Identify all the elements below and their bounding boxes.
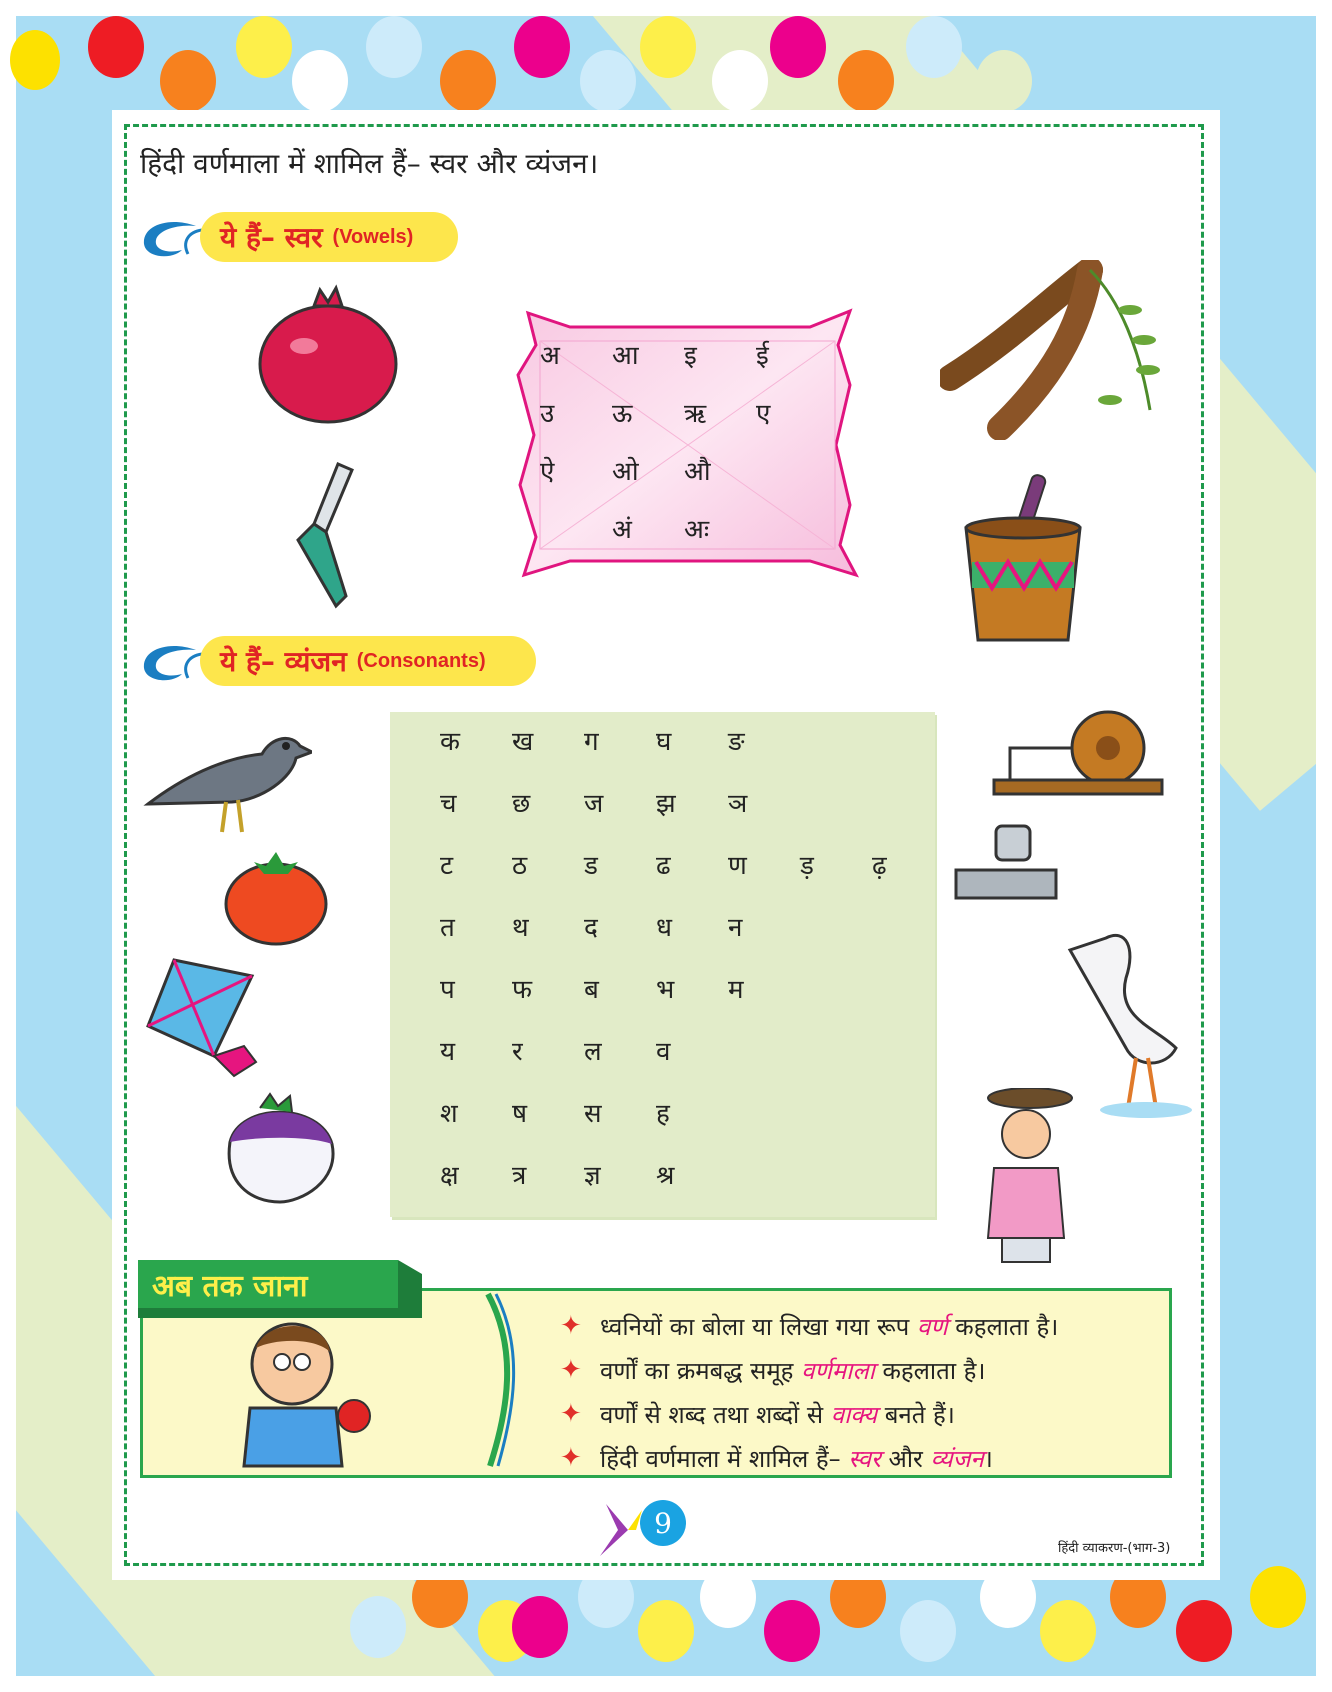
consonant: ड bbox=[584, 851, 598, 881]
consonants-heading bbox=[200, 636, 536, 686]
consonant: ठ bbox=[512, 851, 528, 881]
turnip-icon bbox=[220, 1092, 346, 1216]
dot bbox=[900, 1600, 956, 1662]
bullet-text: और bbox=[888, 1444, 923, 1473]
dot bbox=[1250, 1566, 1306, 1628]
consonant: र bbox=[512, 1037, 523, 1067]
consonant: छ bbox=[512, 789, 531, 819]
summary-bullets bbox=[560, 1304, 1058, 1480]
consonant: ढ bbox=[656, 851, 671, 881]
consonant bbox=[800, 1032, 872, 1068]
vowel: अं bbox=[612, 515, 632, 545]
dot bbox=[512, 1596, 568, 1658]
consonant: त्र bbox=[512, 1161, 527, 1191]
consonant: व bbox=[656, 1037, 671, 1067]
consonant: ख bbox=[512, 727, 534, 757]
vowel: औ bbox=[684, 457, 711, 487]
summary-bullet bbox=[560, 1436, 1058, 1480]
dot bbox=[292, 50, 348, 112]
bullet-text: ध्वनियों का बोला या लिखा गया रूप bbox=[600, 1312, 910, 1341]
consonant: ध bbox=[656, 913, 672, 943]
consonants-heading-english: (Consonants) bbox=[356, 649, 486, 672]
vowel: आ bbox=[612, 341, 639, 371]
consonant-row bbox=[440, 722, 944, 758]
bullet-keyword: व्यंजन bbox=[930, 1444, 984, 1473]
vowels-heading-english: (Vowels) bbox=[332, 225, 414, 248]
consonant bbox=[800, 908, 872, 944]
consonant: घ bbox=[656, 727, 672, 757]
consonant bbox=[800, 722, 872, 758]
bullet-text: वर्णों से शब्द तथा शब्दों से bbox=[600, 1400, 824, 1429]
dot bbox=[1040, 1600, 1096, 1662]
star-icon: ✦ bbox=[560, 1443, 582, 1473]
consonant: ग bbox=[584, 727, 599, 757]
boy-apple-icon bbox=[226, 1318, 382, 1468]
consonant: ज bbox=[584, 789, 604, 819]
labourer-icon bbox=[974, 1088, 1078, 1264]
dot bbox=[1176, 1600, 1232, 1662]
heron-icon bbox=[1066, 918, 1196, 1118]
consonant: क bbox=[440, 727, 460, 757]
swirl-icon bbox=[138, 218, 204, 262]
star-icon: ✦ bbox=[560, 1399, 582, 1429]
consonant-row bbox=[440, 1032, 944, 1068]
bullet-keyword: वाक्य bbox=[830, 1400, 878, 1429]
consonant: ल bbox=[584, 1037, 602, 1067]
bullet-text: वर्णों का क्रमबद्ध समूह bbox=[600, 1356, 794, 1385]
consonant bbox=[800, 1094, 872, 1130]
tap-icon bbox=[952, 822, 1072, 910]
kite-icon bbox=[144, 956, 268, 1080]
consonant: ड़ bbox=[800, 851, 814, 881]
pomegranate-icon bbox=[252, 284, 404, 426]
consonant-row bbox=[440, 1094, 944, 1130]
dot bbox=[366, 16, 422, 78]
consonant-row bbox=[440, 908, 944, 944]
bullet-keyword: वर्ण bbox=[916, 1312, 948, 1341]
bullet-text: कहलाता है। bbox=[955, 1312, 1059, 1341]
consonant bbox=[800, 1156, 872, 1192]
razor-icon bbox=[290, 460, 360, 610]
dot bbox=[838, 50, 894, 112]
bullet-text: हिंदी वर्णमाला में शामिल हैं– bbox=[600, 1444, 841, 1473]
consonant: फ bbox=[512, 975, 533, 1005]
consonant: द bbox=[584, 913, 598, 943]
dot bbox=[440, 50, 496, 112]
consonant-row bbox=[440, 970, 944, 1006]
dot bbox=[88, 16, 144, 78]
page-number: 9 bbox=[640, 1500, 686, 1546]
summary-bullet bbox=[560, 1304, 1058, 1348]
consonant: झ bbox=[656, 789, 676, 819]
dot bbox=[770, 16, 826, 78]
star-icon: ✦ bbox=[560, 1355, 582, 1385]
vowel-row bbox=[540, 499, 840, 557]
consonant bbox=[872, 784, 944, 820]
consonant: म bbox=[728, 975, 744, 1005]
vowel: उ bbox=[540, 399, 555, 429]
dot bbox=[350, 1596, 406, 1658]
consonant: प bbox=[440, 975, 455, 1005]
consonant bbox=[872, 1032, 944, 1068]
consonants-heading-hindi: ये हैं– व्यंजन bbox=[220, 645, 347, 678]
consonant: न bbox=[728, 913, 743, 943]
consonant: श्र bbox=[656, 1161, 675, 1191]
consonant: ण bbox=[728, 851, 747, 881]
dot bbox=[764, 1600, 820, 1662]
dot bbox=[10, 30, 60, 90]
consonant: ञ bbox=[728, 789, 748, 819]
dot bbox=[160, 50, 216, 112]
swirl-icon bbox=[138, 642, 204, 686]
ribbon-decoration bbox=[478, 1290, 528, 1470]
consonant: श bbox=[440, 1099, 458, 1129]
dot bbox=[638, 1600, 694, 1662]
intro-text: हिंदी वर्णमाला में शामिल हैं– स्वर और व्यंजन। bbox=[140, 147, 599, 180]
consonant bbox=[728, 1094, 800, 1130]
consonant bbox=[872, 1156, 944, 1192]
consonant-row bbox=[440, 846, 944, 882]
consonant: ह bbox=[656, 1099, 670, 1129]
vowels-heading bbox=[200, 212, 458, 262]
consonant: ष bbox=[512, 1099, 528, 1129]
consonant: ट bbox=[440, 851, 454, 881]
consonant: ङ bbox=[728, 727, 745, 757]
bullet-keyword: स्वर bbox=[848, 1444, 881, 1473]
vowels-heading-hindi: ये हैं– स्वर bbox=[220, 221, 323, 254]
consonant: भ bbox=[656, 975, 675, 1005]
consonant bbox=[872, 722, 944, 758]
vowel-row bbox=[540, 383, 840, 441]
consonant-row bbox=[440, 784, 944, 820]
book-footer: हिंदी व्याकरण-(भाग-3) bbox=[1058, 1541, 1171, 1556]
vowel: अ bbox=[540, 341, 560, 371]
consonant bbox=[800, 970, 872, 1006]
dot bbox=[712, 50, 768, 112]
dot bbox=[580, 50, 636, 112]
crow-icon bbox=[142, 718, 312, 840]
vowel-row bbox=[540, 325, 840, 383]
consonant: ढ़ bbox=[872, 851, 887, 881]
mortar-pestle-icon bbox=[958, 470, 1088, 656]
tamarind-icon bbox=[940, 260, 1170, 440]
consonant: थ bbox=[512, 913, 529, 943]
consonant: ब bbox=[584, 975, 599, 1005]
consonant bbox=[728, 1156, 800, 1192]
dot bbox=[236, 16, 292, 78]
summary-bullet bbox=[560, 1348, 1058, 1392]
dot bbox=[906, 16, 962, 78]
vowel: ऊ bbox=[612, 399, 633, 429]
vowel: ऋ bbox=[684, 399, 707, 429]
consonant: य bbox=[440, 1037, 456, 1067]
bullet-text: । bbox=[983, 1444, 993, 1473]
consonant: ज्ञ bbox=[584, 1161, 601, 1191]
consonant bbox=[872, 1094, 944, 1130]
star-icon: ✦ bbox=[560, 1311, 582, 1341]
vowel: इ bbox=[684, 341, 697, 371]
vowel-row bbox=[540, 441, 840, 499]
dot bbox=[640, 16, 696, 78]
vowels-grid bbox=[540, 325, 840, 557]
consonant-row bbox=[440, 1156, 944, 1192]
vowel: ऐ bbox=[540, 457, 555, 487]
consonant bbox=[728, 1032, 800, 1068]
consonant bbox=[800, 784, 872, 820]
bullet-text: बनते हैं। bbox=[884, 1400, 955, 1429]
dot bbox=[976, 50, 1032, 112]
spinning-wheel-icon bbox=[990, 708, 1166, 808]
bullet-keyword: वर्णमाला bbox=[801, 1356, 875, 1385]
consonant: च bbox=[440, 789, 457, 819]
consonant bbox=[872, 908, 944, 944]
dot bbox=[514, 16, 570, 78]
bullet-text: कहलाता है। bbox=[882, 1356, 986, 1385]
summary-banner-text: अब तक जाना bbox=[152, 1268, 308, 1304]
tomato-icon bbox=[222, 848, 332, 948]
vowel: ई bbox=[756, 341, 769, 371]
vowel: अः bbox=[684, 515, 710, 545]
vowel: ओ bbox=[612, 457, 639, 487]
consonant bbox=[872, 970, 944, 1006]
consonant: क्ष bbox=[440, 1161, 459, 1191]
summary-bullet bbox=[560, 1392, 1058, 1436]
vowel: ए bbox=[756, 399, 771, 429]
consonant: त bbox=[440, 913, 455, 943]
consonant: स bbox=[584, 1099, 602, 1129]
